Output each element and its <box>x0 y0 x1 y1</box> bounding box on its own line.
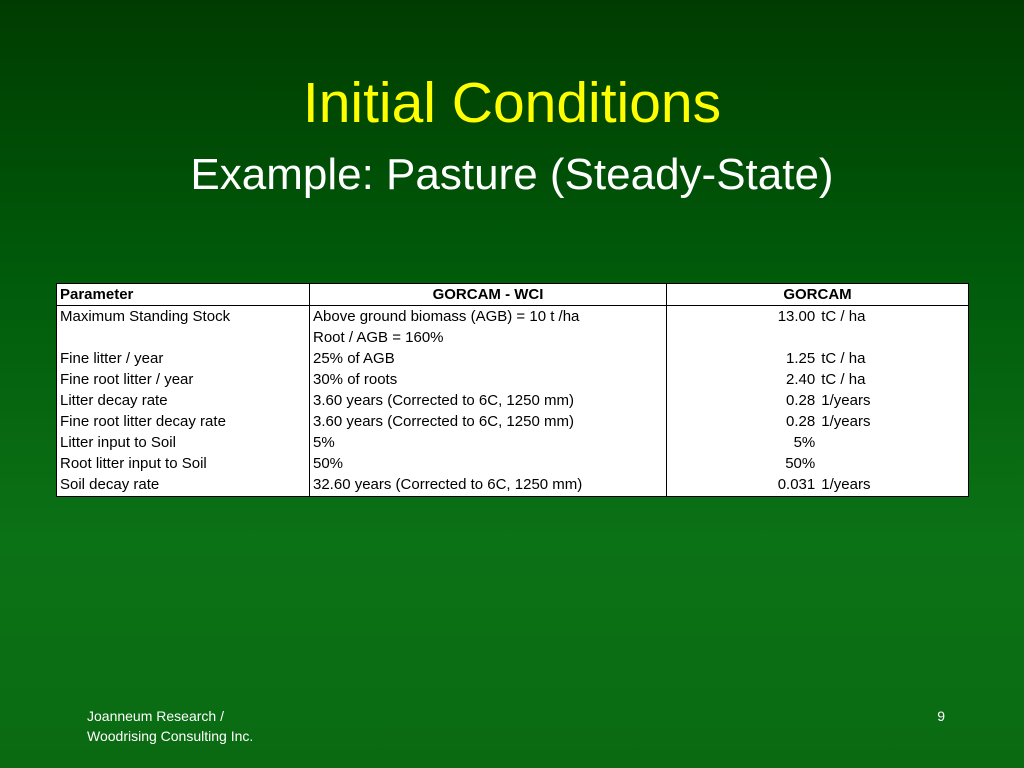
cell-value: 50% <box>785 454 816 472</box>
header-gorcam-wci: GORCAM - WCI <box>310 284 667 306</box>
cell-parameter: Maximum Standing Stock <box>57 306 310 328</box>
cell-parameter <box>57 327 310 348</box>
cell-wci: 25% of AGB <box>310 348 667 369</box>
cell-unit <box>817 453 968 474</box>
footer-line: Joanneum Research / <box>87 708 224 724</box>
cell-value: 13.00 <box>777 307 816 325</box>
table-row <box>57 369 968 390</box>
page-number: 9 <box>937 708 945 724</box>
cell-wci: Root / AGB = 160% <box>310 327 667 348</box>
cell-unit: 1/years <box>821 475 871 493</box>
cell-wci: 3.60 years (Corrected to 6C, 1250 mm) <box>310 411 667 432</box>
cell-parameter: Litter input to Soil <box>57 432 310 453</box>
cell-unit: tC / ha <box>821 370 866 388</box>
cell-unit <box>817 327 968 348</box>
cell-unit: 1/years <box>821 412 871 430</box>
cell-parameter: Fine root litter decay rate <box>57 411 310 432</box>
cell-wci: 50% <box>310 453 667 474</box>
initial-conditions-table <box>57 284 968 496</box>
cell-value: 5% <box>793 433 816 451</box>
table-header-row <box>57 284 968 306</box>
cell-parameter: Litter decay rate <box>57 390 310 411</box>
slide-subtitle: Example: Pasture (Steady-State) <box>190 150 834 199</box>
cell-wci: 32.60 years (Corrected to 6C, 1250 mm) <box>310 474 667 496</box>
footer-line: Woodrising Consulting Inc. <box>87 728 254 744</box>
cell-value: 2.40 <box>786 370 816 388</box>
header-parameter: Parameter <box>57 284 310 306</box>
cell-parameter: Root litter input to Soil <box>57 453 310 474</box>
cell-wci: 30% of roots <box>310 369 667 390</box>
cell-wci: 3.60 years (Corrected to 6C, 1250 mm) <box>310 390 667 411</box>
table-row <box>57 411 968 432</box>
cell-value: 1.25 <box>786 349 816 367</box>
parameters-table <box>56 283 969 497</box>
cell-parameter: Fine root litter / year <box>57 369 310 390</box>
table-row <box>57 474 968 496</box>
footer-credits <box>87 706 253 746</box>
table-row <box>57 348 968 369</box>
cell-unit: tC / ha <box>821 307 866 325</box>
table-row <box>57 432 968 453</box>
cell-value <box>667 327 818 348</box>
cell-wci: Above ground biomass (AGB) = 10 t /ha <box>310 306 667 328</box>
cell-unit <box>817 432 968 453</box>
cell-unit: tC / ha <box>821 349 866 367</box>
header-gorcam: GORCAM <box>667 284 969 306</box>
cell-value: 0.031 <box>777 475 816 493</box>
slide-title: Initial Conditions <box>302 71 722 135</box>
cell-parameter: Soil decay rate <box>57 474 310 496</box>
cell-parameter: Fine litter / year <box>57 348 310 369</box>
cell-value: 0.28 <box>786 391 816 409</box>
cell-unit: 1/years <box>821 391 871 409</box>
table-row <box>57 306 968 328</box>
table-row <box>57 327 968 348</box>
cell-value: 0.28 <box>786 412 816 430</box>
table-row <box>57 390 968 411</box>
table-row <box>57 453 968 474</box>
cell-wci: 5% <box>310 432 667 453</box>
